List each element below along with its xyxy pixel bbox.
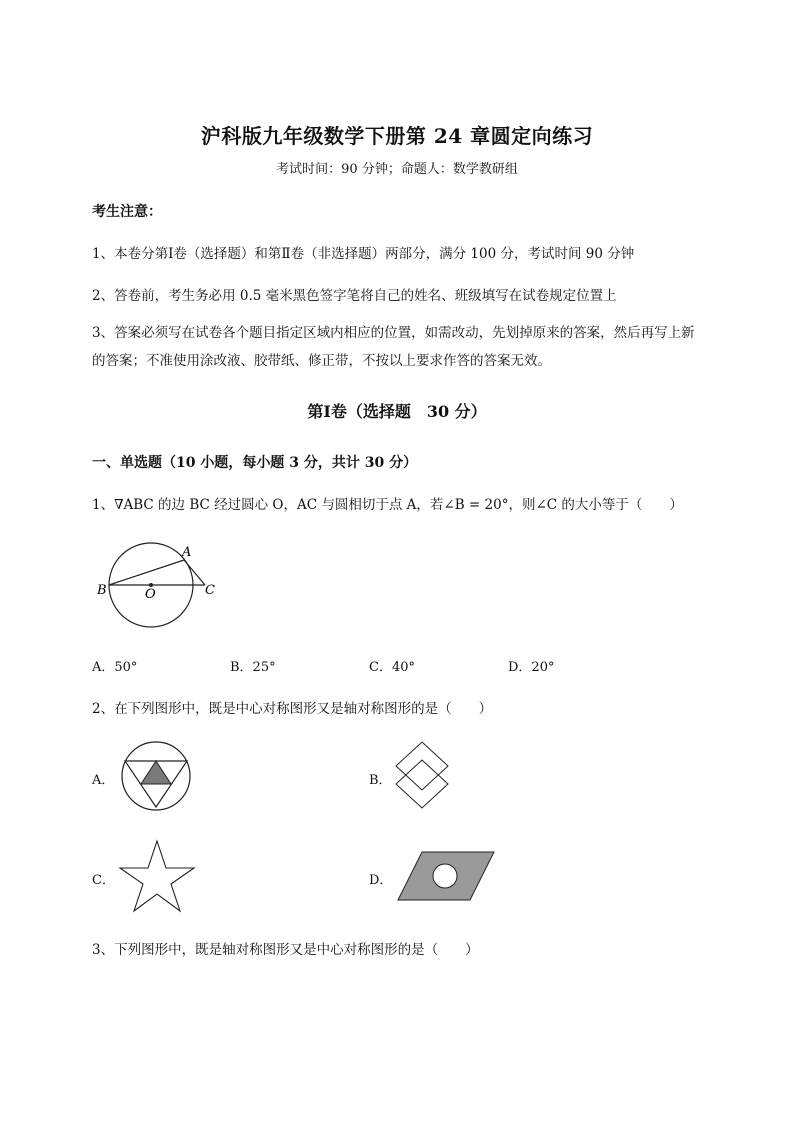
segment-ac (184, 560, 205, 585)
option-c-star-figure (118, 838, 196, 913)
notice-heading: 考生注意： (92, 204, 162, 220)
question-1-option-d[interactable]: D．20° (508, 660, 555, 675)
question-1-option-c[interactable]: C．40° (369, 660, 415, 675)
question-2-option-d[interactable]: D． (369, 873, 393, 888)
option-d-parallelogram-figure (397, 850, 497, 902)
question-1-figure (88, 535, 228, 655)
question-1-option-a[interactable]: A．50° (92, 660, 138, 675)
segment-ba (109, 560, 184, 585)
option-b-stacked-diamonds-figure (394, 740, 450, 812)
question-3-stem: 3、下列图形中，既是轴对称图形又是中心对称图形的是（ ） (92, 942, 479, 958)
question-2-option-b[interactable]: B． (369, 773, 392, 788)
question-2-stem: 2、在下列图形中，既是中心对称图形又是轴对称图形的是（ ） (92, 701, 493, 717)
label-c: C (205, 583, 215, 598)
notice-item-2: 2、答卷前，考生务必用 0.5 毫米黑色签字笔将自己的姓名、班级填写在试卷规定位置上 (92, 288, 617, 304)
page-title: 沪科版九年级数学下册第 24 章圆定向练习 (200, 124, 594, 148)
question-1-stem: 1、∇ABC 的边 BC 经过圆心 O，AC 与圆相切于点 A，若∠B = 20°，则∠C 的大小等于（ ） (92, 497, 683, 513)
label-o: O (145, 587, 156, 602)
section-title: 第Ⅰ卷（选择题 30 分） (307, 402, 487, 421)
option-a-circle-triangle-figure (120, 740, 192, 812)
exam-info: 考试时间：90 分钟；命题人：数学教研组 (276, 162, 518, 177)
label-b: B (97, 583, 107, 598)
label-a: A (182, 545, 192, 560)
part-heading: 一、单选题（10 小题，每小题 3 分，共计 30 分） (92, 455, 418, 471)
question-2-option-a[interactable]: A． (92, 773, 115, 788)
notice-item-3: 3、答案必须写在试卷各个题目指定区域内相应的位置，如需改动，先划掉原来的答案，然后再写上新的答案；不准使用涂改液、胶带纸、修正带，不按以上要求作答的答案无效。 (92, 325, 695, 369)
question-1-option-b[interactable]: B．25° (230, 660, 276, 675)
notice-item-1: 1、本卷分第Ⅰ卷（选择题）和第Ⅱ卷（非选择题）两部分，满分 100 分，考试时间 90 分钟 (92, 246, 635, 262)
question-2-option-c[interactable]: C． (92, 873, 115, 888)
